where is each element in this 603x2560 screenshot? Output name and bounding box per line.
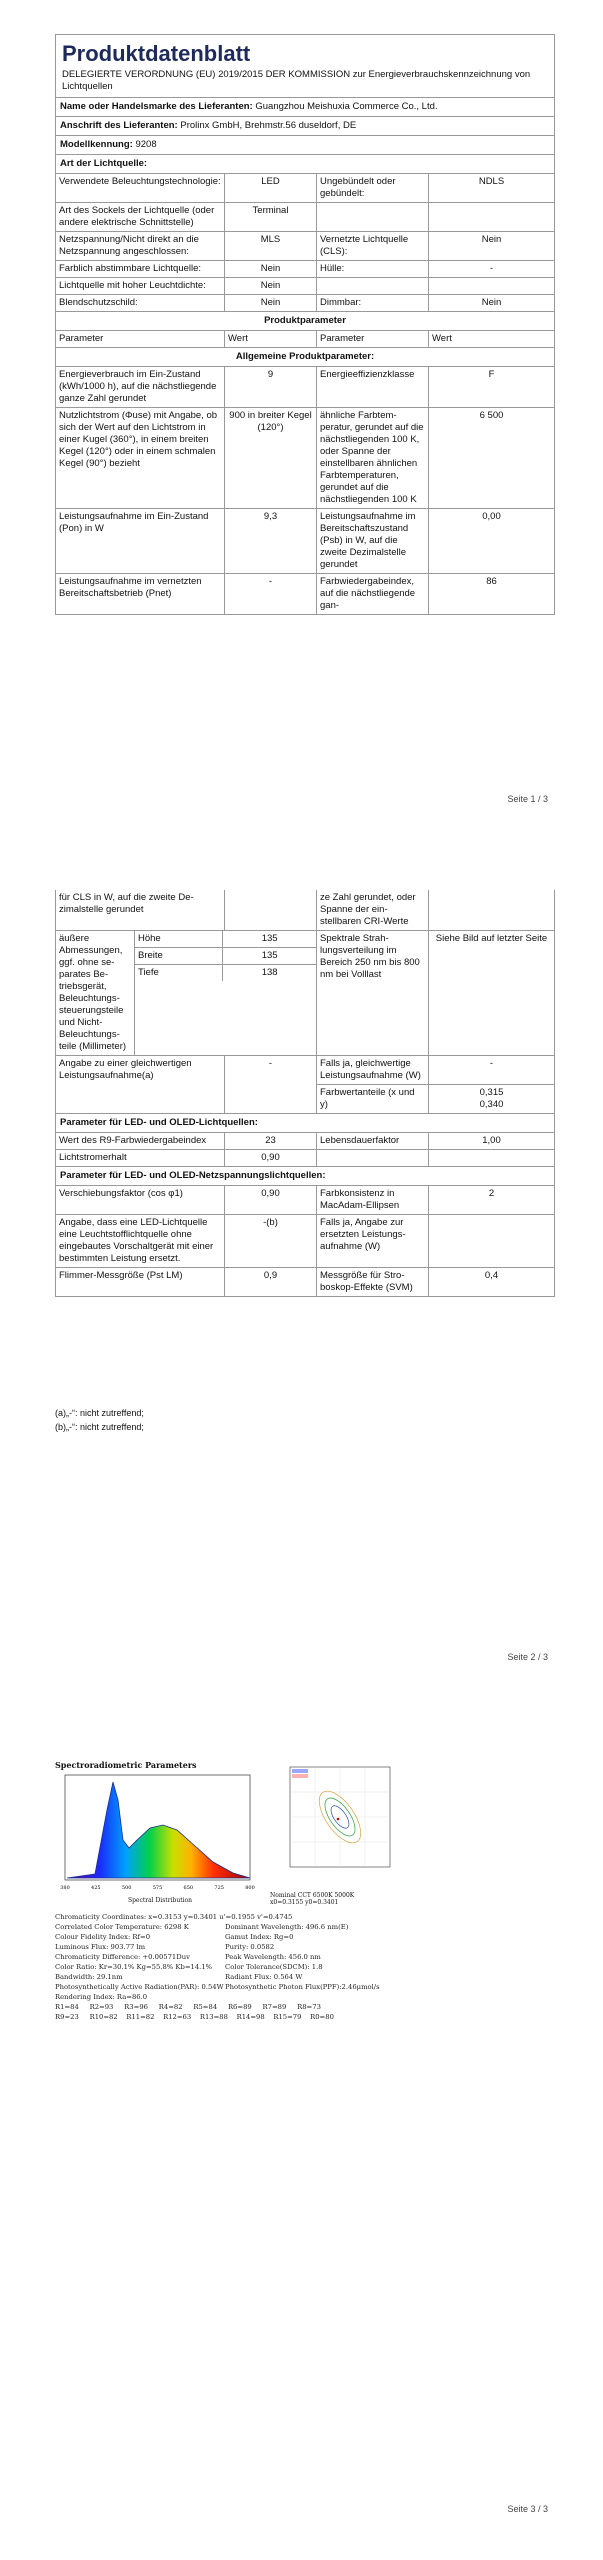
spec-line (55, 1922, 435, 1932)
general-cell: Energieeffizienzklasse (316, 367, 428, 407)
page-footer-3: Seite 3 / 3 (507, 2504, 548, 2514)
color-share-empty-2 (224, 1084, 316, 1113)
type-cell: Nein (224, 295, 316, 311)
page-1 (0, 0, 603, 860)
spec-line (55, 1972, 435, 1982)
led-cell: 1,00 (428, 1133, 554, 1149)
led-cell: Lebensdauerfaktor (316, 1133, 428, 1149)
section-led-row (56, 1113, 554, 1132)
type-cell: Terminal (224, 203, 316, 231)
spec-lines (55, 1912, 435, 2002)
led-row (56, 1149, 554, 1166)
general-cell: Leistungsaufnahme im Ein-Zustand (Pon) in W (59, 511, 209, 534)
footnotes (55, 1406, 144, 1434)
general-cell: 9 (224, 367, 316, 407)
cie-measured-point (337, 1818, 340, 1821)
color-share-label: Farbwertanteile (x und y) (316, 1084, 428, 1113)
spec-line (55, 1932, 435, 1942)
spec-line-left: Luminous Flux: 903.77 lm (55, 1943, 146, 1951)
mains-row (56, 1185, 554, 1214)
type-cell: NDLS (428, 174, 554, 202)
cont-param: ze Zahl gerundet, oder Spanne der einstellbaren CRI-Werte (316, 890, 428, 930)
spectral-xlabel: Spectral Distribution (127, 1897, 193, 1904)
spec-parameters (55, 1912, 435, 2022)
type-rows (56, 173, 554, 311)
cie-label-1: Nominal CCT 6500K 5000K (270, 1892, 355, 1899)
mains-cell: Farbkonsistenz in MacAdam-Ellipsen (316, 1186, 428, 1214)
footnote-a: (a)„-“: nicht zutreffend; (55, 1408, 144, 1418)
model-label: Modellkennung: (60, 139, 133, 150)
spec-line-left: Rendering Index: Ra=86.0 (55, 1993, 148, 2001)
dims-label: äußere Abmessungen, ggf. ohne separates Betriebsgerät, Beleuchtungssteuerungsteile und Nicht-Beleuchtungsteile (Millimeter) (59, 933, 127, 1052)
mains-cell: Falls ja, Angabe zur ersetzten Leistungsaufnahme (W) (316, 1215, 428, 1267)
spec-line-left: Correlated Color Temperature: 6298 K (55, 1923, 189, 1931)
spec-line-right: Photosynthetic Photon Flux(PPF):2.46μmol/s (225, 1983, 380, 1991)
page-title: Produktdatenblatt (62, 41, 251, 66)
type-row (56, 277, 554, 294)
x-tick-label: 380 (60, 1885, 70, 1891)
mains-cell: Messgröße für Stroboskop-Effekte (SVM) (316, 1268, 428, 1296)
type-row (56, 231, 554, 260)
model-value: 9208 (135, 139, 157, 150)
dim-value: 135 (222, 931, 316, 947)
spec-line-right: Gamut Index: Rg=0 (225, 1933, 294, 1941)
type-row (56, 260, 554, 277)
spectral-chart (55, 1760, 265, 1904)
page-footer-1: Seite 1 / 3 (507, 794, 548, 804)
mains-cell: Angabe, dass eine LED-Lichtquelle eine Leuchtstofflichtquelle ohne eingebautes Vorschaltgerät mit einer bestimmten Leistung ersetzt. (59, 1217, 214, 1264)
address-row (56, 116, 554, 135)
cont-label: für CLS in W, auf die zweite Dezimalstelle gerundet (59, 892, 194, 915)
spec-line-right: Color Tolerance(SDCM): 1.8 (225, 1963, 323, 1971)
section-general-row (56, 347, 554, 366)
type-cell: Blendschutzschild: (59, 297, 138, 308)
x-tick-label: 800 (245, 1885, 255, 1891)
color-share-empty-1 (56, 1084, 224, 1113)
type-cell: Farblich abstimmbare Lichtquelle: (59, 263, 202, 274)
cie-chart (270, 1762, 395, 1906)
datasheet-frame-2 (55, 890, 555, 1297)
general-cell: - (224, 574, 316, 614)
param-header-4: Wert (428, 331, 554, 347)
cie-label-2: x0=0.3155 y0=0.3401 (270, 1899, 339, 1906)
x-tick-label: 500 (121, 1885, 132, 1891)
dim-value: 135 (222, 948, 316, 964)
type-cell: MLS (224, 232, 316, 260)
dim-name: Tiefe (138, 967, 159, 978)
section-params-heading: Produktparameter (264, 315, 346, 326)
supplier-row (56, 97, 554, 116)
type-cell: Nein (224, 261, 316, 277)
mains-cell: -(b) (224, 1215, 316, 1267)
led-cell: 0,90 (224, 1150, 316, 1166)
type-cell: Verwendete Beleuchtungstechnologie: (59, 176, 221, 187)
general-cell: Farbwiedergabeindex, auf die nächstliegende gan- (316, 574, 428, 614)
dim-row-height (135, 931, 316, 947)
led-cell (316, 1150, 428, 1166)
section-general-heading: Allgemeine Produktparameter: (235, 351, 375, 362)
type-row (56, 202, 554, 231)
mains-rows (56, 1185, 554, 1296)
type-cell: - (428, 261, 554, 277)
mains-cell: 0,90 (224, 1186, 316, 1214)
x-tick-label: 725 (214, 1885, 224, 1891)
general-row (56, 508, 554, 573)
cie-legend-swatch-2 (292, 1774, 308, 1778)
section-type-row (56, 154, 554, 173)
general-cell: F (428, 367, 554, 407)
general-cell: ähnliche Farbtemperatur, gerundet auf die nächstliegenden 100 K, oder Spanne der einstellbaren ähnlichen Farbtemperaturen, gerundet auf die nächstliegenden 100 K (316, 408, 428, 508)
intro-text: DELEGIERTE VERORDNUNG (EU) 2019/2015 DER KOMMISSION zur Energieverbrauchskennzeichnung von Lichtquellen (62, 69, 531, 92)
rendering-index-row: R9=23 R10=82 R11=82 R12=63 R13=88 R14=98 R15=79 R0=80 (55, 2013, 334, 2021)
dims-row (56, 930, 554, 1055)
cont-empty-1 (224, 890, 316, 930)
type-cell (428, 278, 554, 294)
mains-row (56, 1267, 554, 1296)
mains-cell (428, 1215, 554, 1267)
page-footer-2: Seite 2 / 3 (507, 1652, 548, 1662)
dims-table (134, 931, 316, 1055)
rendering-index-row: R1=84 R2=93 R3=96 R4=82 R5=84 R6=89 R7=89 R8=73 (55, 2003, 321, 2011)
equiv-label: Angabe zu einer gleichwertigen Leistungsaufnahme(a) (59, 1058, 192, 1081)
section-params-row (56, 311, 554, 330)
dim-row-width (135, 947, 316, 964)
type-row (56, 294, 554, 311)
dim-name: Höhe (138, 933, 161, 944)
section-type-heading: Art der Lichtquelle: (60, 158, 148, 169)
dim-value: 138 (222, 965, 316, 981)
section-mains-heading: Parameter für LED- und OLED-Netzspannungslichtquellen: (60, 1170, 326, 1181)
type-cell: Lichtquelle mit hoher Leuchtdichte: (59, 280, 206, 291)
param-header-3: Parameter (316, 331, 428, 347)
mains-cell: 2 (428, 1186, 554, 1214)
spec-line-left: Photosynthetically Active Radiation(PAR): 0.54W (55, 1983, 224, 1991)
spec-line-left: Chromaticity Difference: +0.00571Duv (55, 1953, 190, 1961)
page-3 (0, 1720, 603, 2560)
cie-grid (290, 1767, 390, 1867)
type-cell: LED (224, 174, 316, 202)
led-row (56, 1132, 554, 1149)
mains-cell: Verschiebungsfaktor (cos φ1) (59, 1188, 183, 1199)
param-header-row (56, 330, 554, 347)
spec-line (55, 1962, 435, 1972)
spec-line-left: Chromaticity Coordinates: x=0.3153 y=0.3401 u'=0.1955 v'=0.4745 (55, 1913, 293, 1921)
general-cell: Leistungsaufnahme im Bereitschaftszustand (Psb) in W, auf die zweite Dezimalstelle gerundet (316, 509, 428, 573)
general-cell: 9,3 (224, 509, 316, 573)
color-share-values (428, 1084, 554, 1113)
type-cell: Netzspannung/Nicht direkt an die Netzspannung angeschlossen: (59, 234, 199, 257)
color-share-x: 0,315 (479, 1087, 504, 1098)
general-row (56, 407, 554, 508)
dim-row-depth (135, 964, 316, 981)
supplier-value: Guangzhou Meishuxia Commerce Co., Ltd. (255, 101, 438, 112)
led-cell: 23 (224, 1133, 316, 1149)
mains-cell: 0,9 (224, 1268, 316, 1296)
spec-line (55, 1982, 435, 1992)
equiv-if-label: Falls ja, gleichwertige Leistungsaufnahme (W) (316, 1056, 428, 1084)
spec-line-right (322, 1992, 435, 2002)
type-cell: Nein (428, 232, 554, 260)
cont-empty-2 (428, 890, 554, 930)
type-cell: Nein (224, 278, 316, 294)
page-2 (0, 860, 603, 1720)
type-cell: Vernetzte Lichtquelle (CLS): (316, 232, 428, 260)
type-cell: Dimmbar: (316, 295, 428, 311)
led-cell: Wert des R9-Farbwiedergabeindex (59, 1135, 207, 1146)
mains-cell: 0,4 (428, 1268, 554, 1296)
equiv-if-value: - (428, 1056, 554, 1084)
x-tick-label: 650 (183, 1885, 194, 1891)
general-cell: Nutzlichtstrom (Φuse) mit Angabe, ob sich der Wert auf den Lichtstrom in einer Kugel (360°), in einem breiten Kegel (120°) oder in einem schmalen Kegel (90°) bezieht (59, 410, 218, 469)
general-cell: 6 500 (428, 408, 554, 508)
param-header-1: Parameter (59, 333, 104, 344)
led-cell: Lichtstromerhalt (59, 1152, 127, 1163)
led-rows (56, 1132, 554, 1166)
footnote-b: (b)„-“: nicht zutreffend; (55, 1422, 144, 1432)
led-cell (428, 1150, 554, 1166)
general-cell: 86 (428, 574, 554, 614)
general-cell: Leistungsaufnahme im vernetzten Bereitschaftsbetrieb (Pnet) (59, 576, 202, 599)
spec-line-left: Bandwidth: 29.1nm (55, 1973, 123, 1981)
section-mains-row (56, 1166, 554, 1185)
spectral-chart-title: Spectroradiometric Parameters (55, 1760, 197, 1770)
cie-legend-swatch-1 (292, 1769, 308, 1773)
address-value: Prolinx GmbH, Brehmstr.56 duseldorf, DE (180, 120, 357, 131)
cont-row (56, 890, 554, 930)
spec-line-left: Color Ratio: Kr=30.1% Kg=55.8% Kb=14.1% (55, 1963, 213, 1971)
model-row (56, 135, 554, 154)
supplier-label: Name oder Handelsmarke des Lieferanten: (60, 101, 253, 112)
general-row (56, 573, 554, 614)
color-share-y: 0,340 (479, 1099, 504, 1110)
spec-line (55, 1942, 435, 1952)
spec-line-left: Colour Fidelity Index: Rf=0 (55, 1933, 151, 1941)
spectral-value: Siehe Bild auf letzter Seite (428, 931, 554, 1055)
general-cell: 0,00 (428, 509, 554, 573)
type-cell (316, 203, 428, 231)
equiv-value: - (224, 1056, 316, 1084)
spec-line-right: Dominant Wavelength: 496.6 nm(E) (225, 1923, 349, 1931)
spec-line (55, 1912, 435, 1922)
equiv-row (56, 1055, 554, 1084)
type-cell (428, 203, 554, 231)
spectrum-curve (67, 1782, 250, 1878)
x-ticks (60, 1885, 255, 1891)
type-cell: Hülle: (316, 261, 428, 277)
general-cell: Energieverbrauch im Ein-Zustand (kWh/1000 h), auf die nächstliegende ganze Zahl gerundet (59, 369, 217, 404)
section-led-heading: Parameter für LED- und OLED-Lichtquellen: (60, 1117, 258, 1128)
dim-name: Breite (138, 950, 163, 961)
type-cell: Art des Sockels der Lichtquelle (oder andere elektrische Schnittstelle) (59, 205, 215, 228)
param-header-2: Wert (224, 331, 316, 347)
spec-line-right: Radiant Flux: 0.564 W (225, 1973, 303, 1981)
general-rows (56, 366, 554, 614)
type-cell: Ungebündelt oder gebündelt: (316, 174, 428, 202)
cie-plot (270, 1762, 395, 1887)
x-tick-label: 425 (91, 1885, 101, 1891)
spectral-plot (55, 1770, 265, 1900)
x-tick-label: 575 (152, 1885, 163, 1891)
general-cell: 900 in breiter Kegel (120°) (224, 408, 316, 508)
rendering-index-rows (55, 2002, 435, 2022)
type-cell: Nein (428, 295, 554, 311)
address-label: Anschrift des Lieferanten: (60, 120, 178, 131)
general-row (56, 366, 554, 407)
color-share-row (56, 1084, 554, 1113)
spec-line (55, 1952, 435, 1962)
spec-line-right: Purity: 0.0582 (225, 1943, 275, 1951)
spec-line-right (322, 1912, 435, 1922)
type-cell (316, 278, 428, 294)
mains-row (56, 1214, 554, 1267)
spec-line-right: Peak Wavelength: 456.0 nm (225, 1953, 321, 1961)
spec-line (55, 1992, 435, 2002)
mains-cell: Flimmer-Messgröße (Pst LM) (59, 1270, 183, 1281)
datasheet-frame-1 (55, 34, 555, 615)
spectral-label: Spektrale Strahlungsverteilung im Bereich 250 nm bis 800 nm bei Volllast (316, 931, 428, 1055)
type-row (56, 173, 554, 202)
